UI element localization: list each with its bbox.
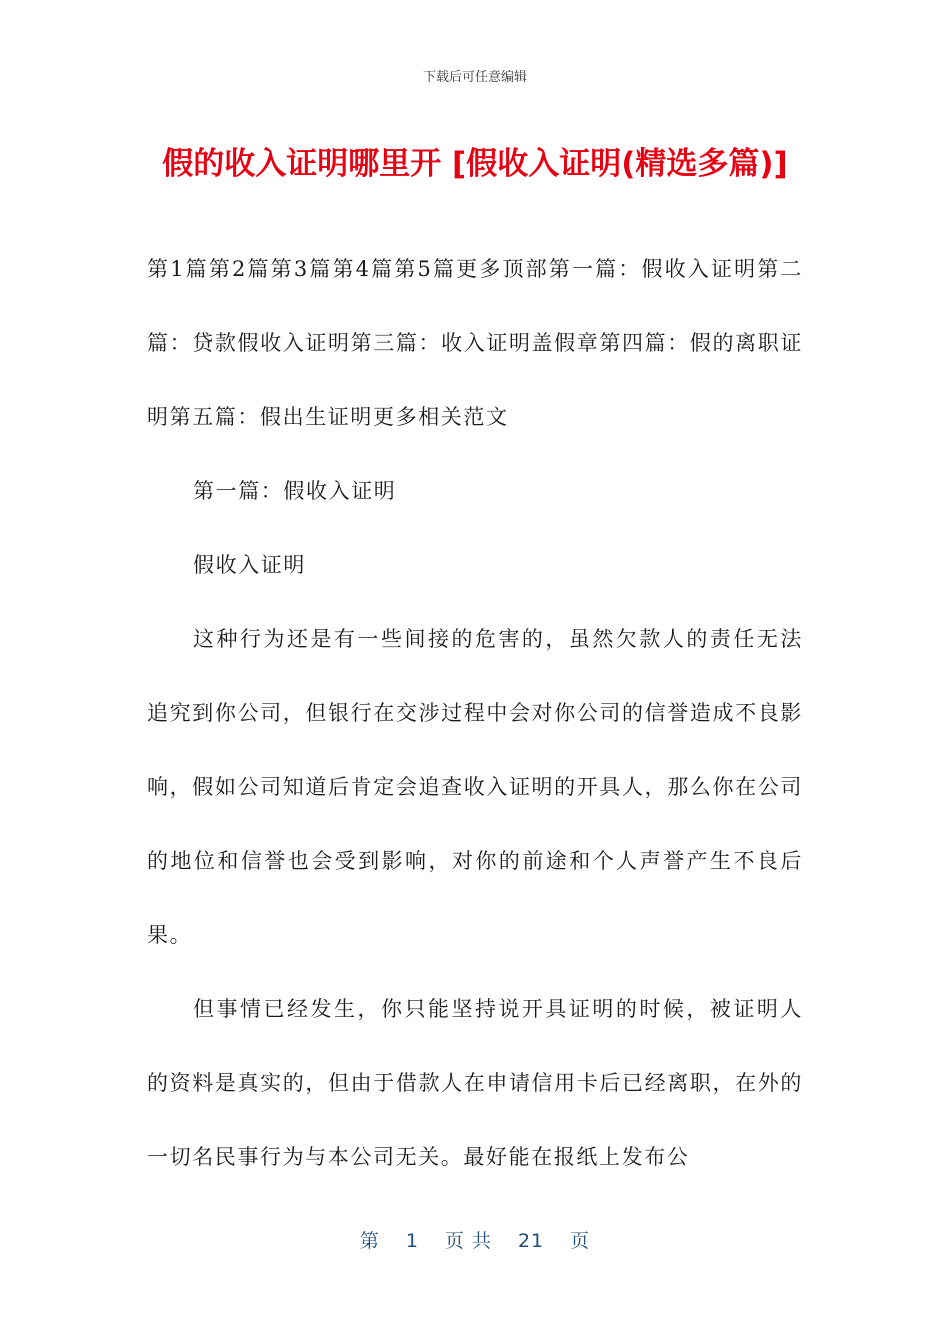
footer-prefix: 第 — [359, 1230, 380, 1252]
table-of-contents: 第1篇第2篇第3篇第4篇第5篇更多顶部第一篇：假收入证明第二篇：贷款假收入证明第三篇：收入证明盖假章第四篇：假的离职证明第五篇：假出生证明更多相关范文 — [147, 257, 803, 429]
document-title: 假的收入证明哪里开 [假收入证明(精选多篇)] — [162, 146, 788, 182]
footer-suffix: 页 — [570, 1230, 591, 1252]
document-body — [147, 232, 803, 1194]
body-paragraph-2: 但事情已经发生，你只能坚持说开具证明的时候，被证明人的资料是真实的，但由于借款人在申请信用卡后已经离职，在外的一切名民事行为与本公司无关。最好能在报纸上发布公 — [147, 997, 803, 1169]
page-footer — [0, 1226, 950, 1253]
section-heading: 第一篇：假收入证明 — [193, 479, 397, 503]
body-paragraph-1: 这种行为还是有一些间接的危害的，虽然欠款人的责任无法追究到你公司，但银行在交涉过程中会对你公司的信誉造成不良影响，假如公司知道后肯定会追查收入证明的开具人，那么你在公司的地位和信誉也会受到影响，对你的前途和个人声誉产生不良后果。 — [147, 627, 803, 947]
footer-total-pages: 21 — [517, 1230, 545, 1252]
footer-page-number: 1 — [405, 1230, 419, 1252]
section-title: 假收入证明 — [193, 553, 306, 577]
header-note: 下载后可任意编辑 — [422, 70, 527, 85]
footer-middle: 页 共 — [444, 1230, 492, 1252]
